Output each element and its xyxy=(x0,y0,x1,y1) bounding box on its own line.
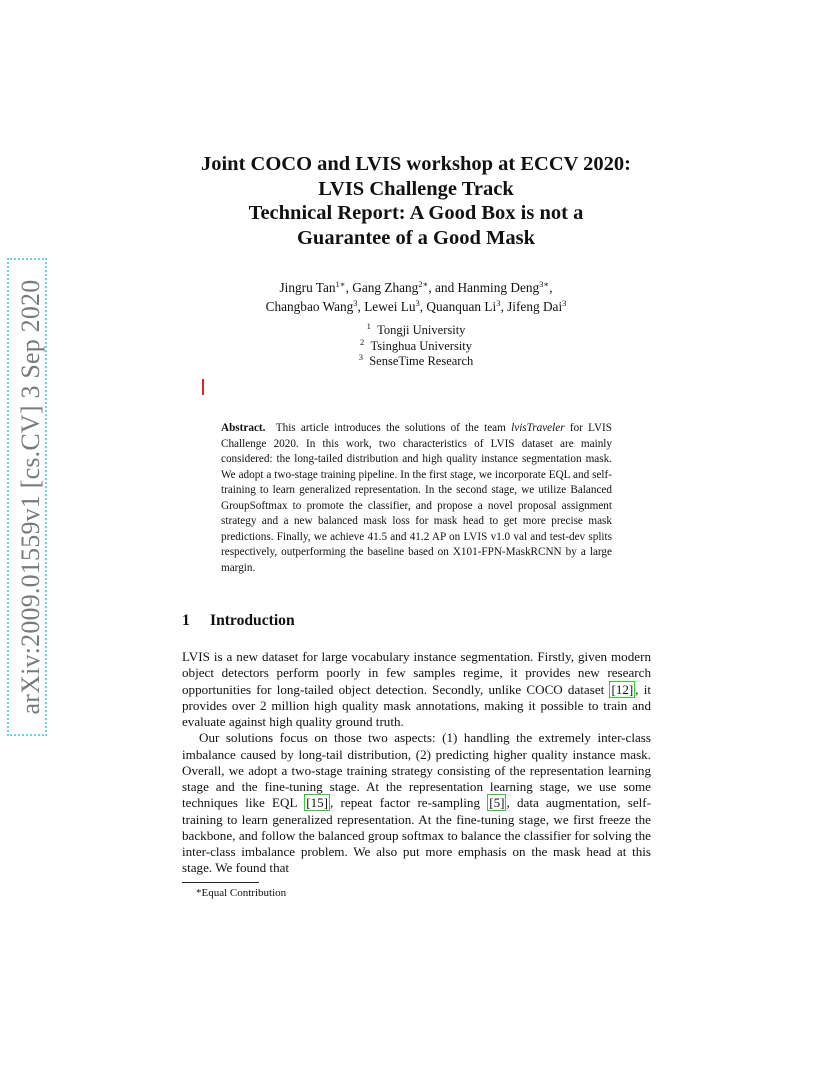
footnote: *Equal Contribution xyxy=(196,887,287,899)
author-affil-mark: 1∗ xyxy=(335,279,346,289)
affiliation: $^3$ SenseTime Research xyxy=(358,352,474,368)
citation-link[interactable]: [5] xyxy=(489,795,505,811)
author-name: Jingru Tan xyxy=(279,280,336,295)
author-affil-mark: 3 xyxy=(353,298,358,308)
title-line-3: Technical Report: A Good Box is not a xyxy=(248,202,584,225)
section-heading xyxy=(182,611,652,631)
author-line-1: Jingru Tan$^{1∗}$, Gang Zhang$^{2∗}$, and Hanming Deng$^{3∗}$, xyxy=(279,279,553,295)
abstract-label: Abstract. xyxy=(221,422,266,434)
author-name: Jifeng Dai xyxy=(507,299,563,314)
title-line-1: Joint COCO and LVIS workshop at ECCV 2020: xyxy=(200,153,632,175)
red-cursor-mark xyxy=(202,379,204,395)
paragraph: LVIS is a new dataset for large vocabulary instance segmentation. Firstly, given modern object detectors perform poorly in few samples regime, it provides new research opportunities for long-tailed object detection. Secondly, unlike COCO dataset [12] , it provides over 2 million high quality mask annotations, making it possible to train and evaluate against high quality ground truth. xyxy=(182,649,651,729)
footnote-divider xyxy=(182,882,259,883)
team-name: lvisTraveler xyxy=(511,422,565,434)
author-affil-mark: 3 xyxy=(562,298,567,308)
affiliation: $^1$ Tongji University xyxy=(366,321,466,337)
author-name: Gang Zhang xyxy=(352,280,419,295)
author-affil-mark: 3∗ xyxy=(539,279,550,289)
author-line-2: Changbao Wang$^3$, Lewei Lu$^3$, Quanquan Li$^3$, Jifeng Dai$^3$ xyxy=(265,298,567,314)
paragraph: Our solutions focus on those two aspects: (1) handling the extremely inter-class imbalance caused by long-tail distribution, (2) predicting higher quality instance mask. Overall, we adopt a two-stage training strategy consisting of the representation learning stage and the fine-tuning stage. At the representation learning stage, we use some techniques like EQL [15] , repeat factor re-sampling [5] , data augmentation, self-training to learn generalized representation. At the fine-tuning stage, we first freeze the backbone, and follow the balanced group softmax to balance the classifier for solving the inter-class imbalance problem. We also put more emphasis on the mask head at this stage. We found that xyxy=(182,730,651,876)
body-text xyxy=(182,649,651,877)
abstract: Abstract. This article introduces the solutions of the team lvisTraveler for LVIS Challenge 2020. In this work, two characteristics of LVIS dataset are mainly considered: the long-tailed distribution and high quality instance segmentation mask. We adopt a two-stage training pipeline. In the first stage, we incorporate EQL and self-training to learn generalized representation. In the second stage, we utilize Balanced GroupSoftmax to promote the classifier, and propose a novel proposal assignment strategy and a new balanced mask loss for mask head to get more precise mask predictions. Finally, we achieve 41.5 and 41.2 AP on LVIS v1.0 val and test-dev splits respectively, outperforming the baseline based on X101-FPN-MaskRCNN by a large margin. xyxy=(221,422,612,574)
citation-link[interactable]: [15] xyxy=(306,795,329,811)
section-title: Introduction xyxy=(210,612,295,629)
author-name: Hanming Deng xyxy=(457,280,540,295)
citation-link[interactable]: [12] xyxy=(611,681,634,697)
author-list xyxy=(160,278,672,316)
title-line-4: Guarantee of a Good Mask xyxy=(296,226,536,249)
title-line-2: LVIS Challenge Track xyxy=(318,177,514,200)
arxiv-stamp-text: arXiv:2009.01559v1 [cs.CV] 3 Sep 2020 xyxy=(16,279,45,715)
affiliation: $^2$ Tsinghua University xyxy=(359,336,473,353)
affiliation-list xyxy=(160,323,672,370)
author-affil-mark: 3 xyxy=(496,298,501,308)
section-number: 1 xyxy=(182,612,190,629)
author-name: Lewei Lu xyxy=(364,299,416,314)
author-affil-mark: 2∗ xyxy=(418,279,429,289)
author-affil-mark: 3 xyxy=(415,298,420,308)
arxiv-stamp xyxy=(7,258,47,736)
paper-title xyxy=(160,152,672,250)
author-name: Changbao Wang xyxy=(265,299,354,314)
author-name: Quanquan Li xyxy=(426,299,497,314)
